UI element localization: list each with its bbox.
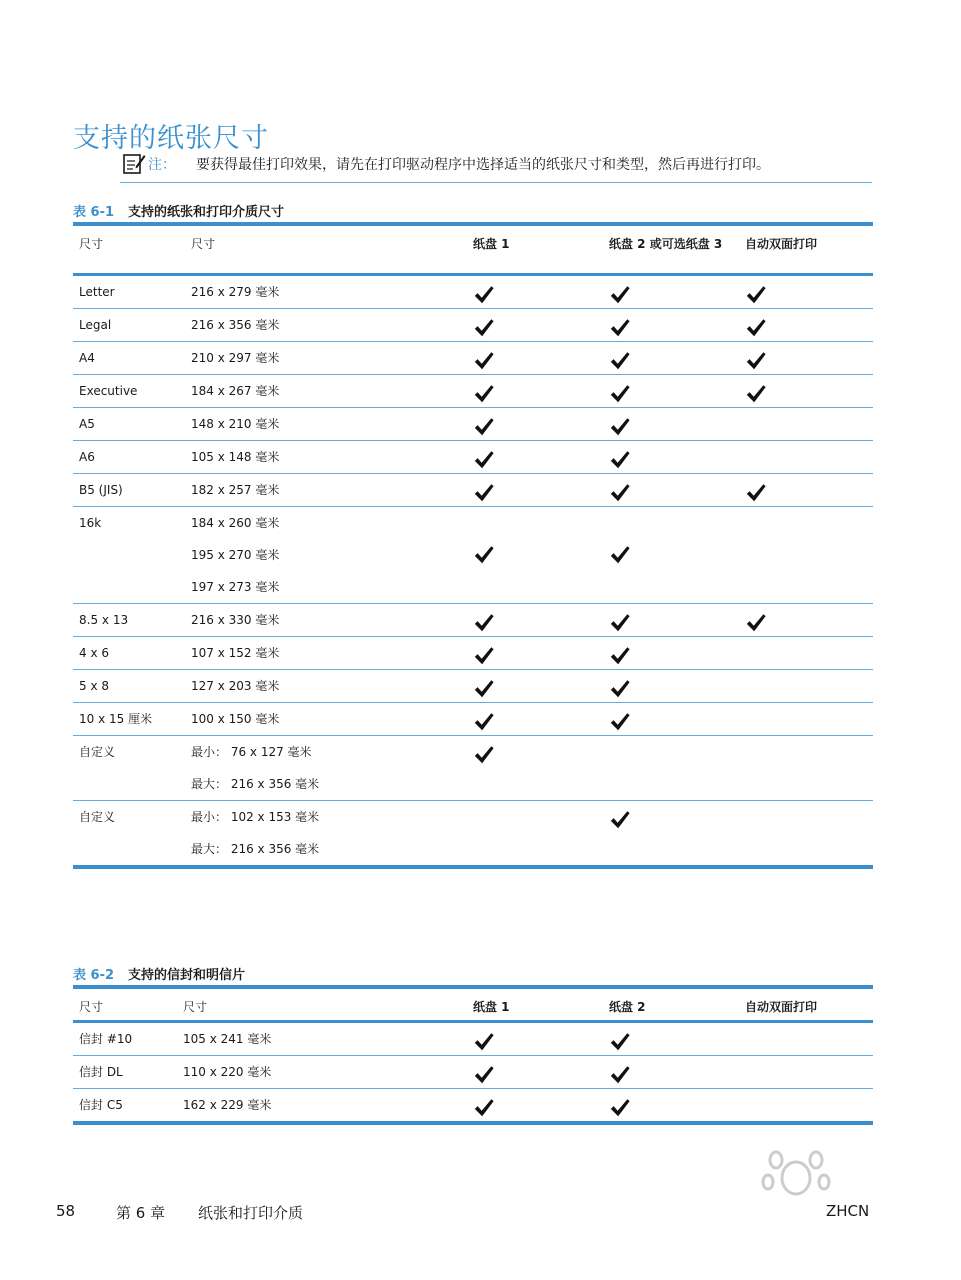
- tray-cell: [603, 341, 739, 374]
- tray-cell: [467, 274, 603, 308]
- dimension-value: 最小： 76 x 127 毫米: [191, 744, 312, 759]
- tray-cell: [467, 506, 603, 603]
- checkmark-icon: [473, 678, 495, 700]
- header-tray1: 纸盘 1: [467, 224, 603, 274]
- table-row: [73, 702, 873, 735]
- dimension-value: 最小： 102 x 153 毫米: [191, 809, 320, 824]
- dimensions-cell: [185, 374, 467, 407]
- duplex-cell: [739, 473, 873, 506]
- dimensions-cell: [185, 407, 467, 440]
- duplex-cell: [739, 669, 873, 702]
- checkmark-icon: [609, 711, 631, 733]
- table2-caption-title: 支持的信封和明信片: [128, 968, 246, 983]
- size-name-cell: [73, 669, 185, 702]
- size-name-cell: [73, 274, 185, 308]
- header-tray2: 纸盘 2 或可选纸盘 3: [603, 224, 739, 274]
- size-name: 8.5 x 13: [79, 612, 129, 627]
- table-row: [73, 669, 873, 702]
- dimension-value: 197 x 273 毫米: [191, 579, 280, 594]
- table1-caption-number: 表 6-1: [73, 205, 115, 220]
- dimension-value: 105 x 241 毫米: [183, 1031, 272, 1046]
- page-number: 58: [56, 1202, 76, 1220]
- checkmark-icon: [473, 1097, 495, 1119]
- page-title: 支持的纸张尺寸: [73, 123, 269, 155]
- table-row: [73, 603, 873, 636]
- checkmark-icon: [609, 449, 631, 471]
- checkmark-icon: [473, 1064, 495, 1086]
- duplex-cell: [739, 1055, 873, 1088]
- checkmark-icon: [609, 544, 631, 566]
- duplex-cell: [739, 1088, 873, 1123]
- tray-cell: [603, 702, 739, 735]
- checkmark-icon: [609, 1064, 631, 1086]
- duplex-cell: [739, 702, 873, 735]
- duplex-cell: [739, 603, 873, 636]
- tray-cell: [467, 473, 603, 506]
- duplex-cell: [739, 341, 873, 374]
- duplex-cell: [739, 735, 873, 800]
- size-name: Legal: [79, 317, 112, 332]
- dimension-value: 127 x 203 毫米: [191, 678, 280, 693]
- checkmark-icon: [473, 350, 495, 372]
- dimension-value: 105 x 148 毫米: [191, 449, 280, 464]
- table-row: [73, 636, 873, 669]
- duplex-cell: [739, 274, 873, 308]
- tray-cell: [603, 374, 739, 407]
- tray-cell: [603, 669, 739, 702]
- chapter-number: 第 6 章: [116, 1204, 166, 1222]
- table-row: [73, 473, 873, 506]
- header-dimensions: 尺寸: [185, 224, 467, 274]
- checkmark-icon: [473, 317, 495, 339]
- checkmark-icon: [609, 383, 631, 405]
- tray-cell: [603, 735, 739, 800]
- header-tray2: 纸盘 2: [603, 987, 739, 1021]
- note-icon: [122, 152, 146, 176]
- size-name: 信封 C5: [79, 1097, 123, 1112]
- chapter-title: 纸张和打印介质: [198, 1204, 304, 1222]
- table-row: [73, 308, 873, 341]
- header-tray1: 纸盘 1: [467, 987, 603, 1021]
- header-dimensions: 尺寸: [177, 987, 467, 1021]
- table-row: [73, 506, 873, 603]
- checkmark-icon: [609, 612, 631, 634]
- checkmark-icon: [473, 544, 495, 566]
- checkmark-icon: [745, 612, 767, 634]
- tray-cell: [467, 1088, 603, 1123]
- size-name-cell: [73, 1021, 177, 1055]
- checkmark-icon: [473, 416, 495, 438]
- table-row: [73, 735, 873, 800]
- size-name-cell: [73, 603, 185, 636]
- checkmark-icon: [473, 612, 495, 634]
- dimension-value: 107 x 152 毫米: [191, 645, 280, 660]
- tray-cell: [603, 800, 739, 867]
- tray-cell: [467, 800, 603, 867]
- table1-caption: [73, 201, 284, 220]
- size-name-cell: [73, 1055, 177, 1088]
- dimensions-cell: [177, 1055, 467, 1088]
- checkmark-icon: [609, 482, 631, 504]
- header-size: 尺寸: [73, 987, 177, 1021]
- checkmark-icon: [745, 383, 767, 405]
- size-name: A5: [79, 416, 95, 431]
- tray-cell: [467, 308, 603, 341]
- table-row: [73, 374, 873, 407]
- dimensions-cell: [185, 800, 467, 867]
- table-row: [73, 407, 873, 440]
- tray-cell: [603, 1021, 739, 1055]
- checkmark-icon: [609, 678, 631, 700]
- checkmark-icon: [473, 284, 495, 306]
- size-name-cell: [73, 735, 185, 800]
- dimension-value: 最大： 216 x 356 毫米: [191, 776, 320, 791]
- table-row: [73, 1055, 873, 1088]
- dimension-value: 最大： 216 x 356 毫米: [191, 841, 320, 856]
- table-row: [73, 341, 873, 374]
- dimensions-cell: [185, 506, 467, 603]
- watermark-logo: [676, 1140, 916, 1240]
- dimensions-cell: [185, 341, 467, 374]
- table-row: [73, 274, 873, 308]
- dimension-value: 195 x 270 毫米: [191, 547, 280, 562]
- size-name: Letter: [79, 284, 115, 299]
- checkmark-icon: [473, 449, 495, 471]
- tray-cell: [603, 440, 739, 473]
- table2-caption: [73, 964, 245, 983]
- tray-cell: [467, 1021, 603, 1055]
- tray-cell: [467, 603, 603, 636]
- dimension-value: 182 x 257 毫米: [191, 482, 280, 497]
- dimension-value: 216 x 356 毫米: [191, 317, 280, 332]
- size-name-cell: [73, 440, 185, 473]
- tray-cell: [467, 374, 603, 407]
- checkmark-icon: [609, 350, 631, 372]
- size-name-cell: [73, 407, 185, 440]
- paper-sizes-table: [73, 222, 873, 869]
- table-header-row: [73, 987, 873, 1021]
- table1-caption-title: 支持的纸张和打印介质尺寸: [128, 205, 285, 220]
- tray-cell: [603, 506, 739, 603]
- duplex-cell: [739, 407, 873, 440]
- note-text: 要获得最佳打印效果，请先在打印驱动程序中选择适当的纸张尺寸和类型，然后再进行打印。: [196, 157, 770, 173]
- duplex-cell: [739, 374, 873, 407]
- tray-cell: [603, 1055, 739, 1088]
- checkmark-icon: [609, 1031, 631, 1053]
- table-header-row: [73, 224, 873, 274]
- tray-cell: [603, 1088, 739, 1123]
- duplex-cell: [739, 636, 873, 669]
- table-row: [73, 1088, 873, 1123]
- tray-cell: [603, 636, 739, 669]
- size-name-cell: [73, 473, 185, 506]
- checkmark-icon: [473, 711, 495, 733]
- dimension-value: 210 x 297 毫米: [191, 350, 280, 365]
- note-box: [120, 146, 872, 183]
- checkmark-icon: [609, 317, 631, 339]
- dimensions-cell: [185, 702, 467, 735]
- checkmark-icon: [473, 645, 495, 667]
- size-name: 5 x 8: [79, 678, 109, 693]
- dimension-value: 162 x 229 毫米: [183, 1097, 272, 1112]
- size-name-cell: [73, 1088, 177, 1123]
- dimensions-cell: [177, 1021, 467, 1055]
- dimension-value: 148 x 210 毫米: [191, 416, 280, 431]
- table-row: [73, 440, 873, 473]
- tray-cell: [467, 669, 603, 702]
- checkmark-icon: [609, 809, 631, 831]
- dimensions-cell: [185, 440, 467, 473]
- size-name: 自定义: [79, 744, 116, 759]
- size-name-cell: [73, 341, 185, 374]
- checkmark-icon: [473, 383, 495, 405]
- duplex-cell: [739, 440, 873, 473]
- dimensions-cell: [185, 603, 467, 636]
- tray-cell: [467, 341, 603, 374]
- checkmark-icon: [473, 482, 495, 504]
- table-row: [73, 1021, 873, 1055]
- dimensions-cell: [185, 636, 467, 669]
- tray-cell: [603, 308, 739, 341]
- duplex-cell: [739, 1021, 873, 1055]
- size-name: 4 x 6: [79, 645, 109, 660]
- dimension-value: 216 x 330 毫米: [191, 612, 280, 627]
- dimensions-cell: [185, 308, 467, 341]
- dimensions-cell: [185, 735, 467, 800]
- tray-cell: [603, 407, 739, 440]
- checkmark-icon: [609, 1097, 631, 1119]
- tray-cell: [467, 440, 603, 473]
- header-duplex: 自动双面打印: [739, 987, 873, 1021]
- checkmark-icon: [609, 284, 631, 306]
- tray-cell: [467, 702, 603, 735]
- size-name: 信封 #10: [79, 1031, 133, 1046]
- size-name-cell: [73, 636, 185, 669]
- checkmark-icon: [745, 482, 767, 504]
- header-duplex: 自动双面打印: [739, 224, 873, 274]
- table2-caption-number: 表 6-2: [73, 968, 115, 983]
- dimensions-cell: [185, 669, 467, 702]
- checkmark-icon: [473, 1031, 495, 1053]
- size-name-cell: [73, 702, 185, 735]
- tray-cell: [603, 473, 739, 506]
- tray-cell: [467, 735, 603, 800]
- size-name-cell: [73, 506, 185, 603]
- tray-cell: [467, 407, 603, 440]
- table-row: [73, 800, 873, 867]
- duplex-cell: [739, 308, 873, 341]
- size-name: 16k: [79, 515, 102, 530]
- tray-cell: [603, 274, 739, 308]
- size-name: Executive: [79, 383, 138, 398]
- size-name: A4: [79, 350, 95, 365]
- tray-cell: [467, 1055, 603, 1088]
- tray-cell: [603, 603, 739, 636]
- envelopes-table: [73, 985, 873, 1125]
- checkmark-icon: [609, 645, 631, 667]
- duplex-cell: [739, 506, 873, 603]
- duplex-cell: [739, 800, 873, 867]
- checkmark-icon: [745, 317, 767, 339]
- note-label: 注：: [148, 157, 176, 173]
- size-name-cell: [73, 374, 185, 407]
- size-name: 10 x 15 厘米: [79, 711, 153, 726]
- dimension-value: 110 x 220 毫米: [183, 1064, 272, 1079]
- checkmark-icon: [473, 744, 495, 766]
- dimensions-cell: [185, 274, 467, 308]
- tray-cell: [467, 636, 603, 669]
- locale-code: ZHCN: [826, 1202, 870, 1220]
- dimension-value: 184 x 260 毫米: [191, 515, 280, 530]
- size-name: 自定义: [79, 809, 116, 824]
- checkmark-icon: [609, 416, 631, 438]
- size-name: B5 (JIS): [79, 482, 123, 497]
- size-name: A6: [79, 449, 95, 464]
- dimensions-cell: [185, 473, 467, 506]
- dimensions-cell: [177, 1088, 467, 1123]
- dimension-value: 184 x 267 毫米: [191, 383, 280, 398]
- header-size: 尺寸: [73, 224, 185, 274]
- size-name-cell: [73, 308, 185, 341]
- size-name: 信封 DL: [79, 1064, 123, 1079]
- checkmark-icon: [745, 284, 767, 306]
- dimension-value: 100 x 150 毫米: [191, 711, 280, 726]
- size-name-cell: [73, 800, 185, 867]
- dimension-value: 216 x 279 毫米: [191, 284, 280, 299]
- checkmark-icon: [745, 350, 767, 372]
